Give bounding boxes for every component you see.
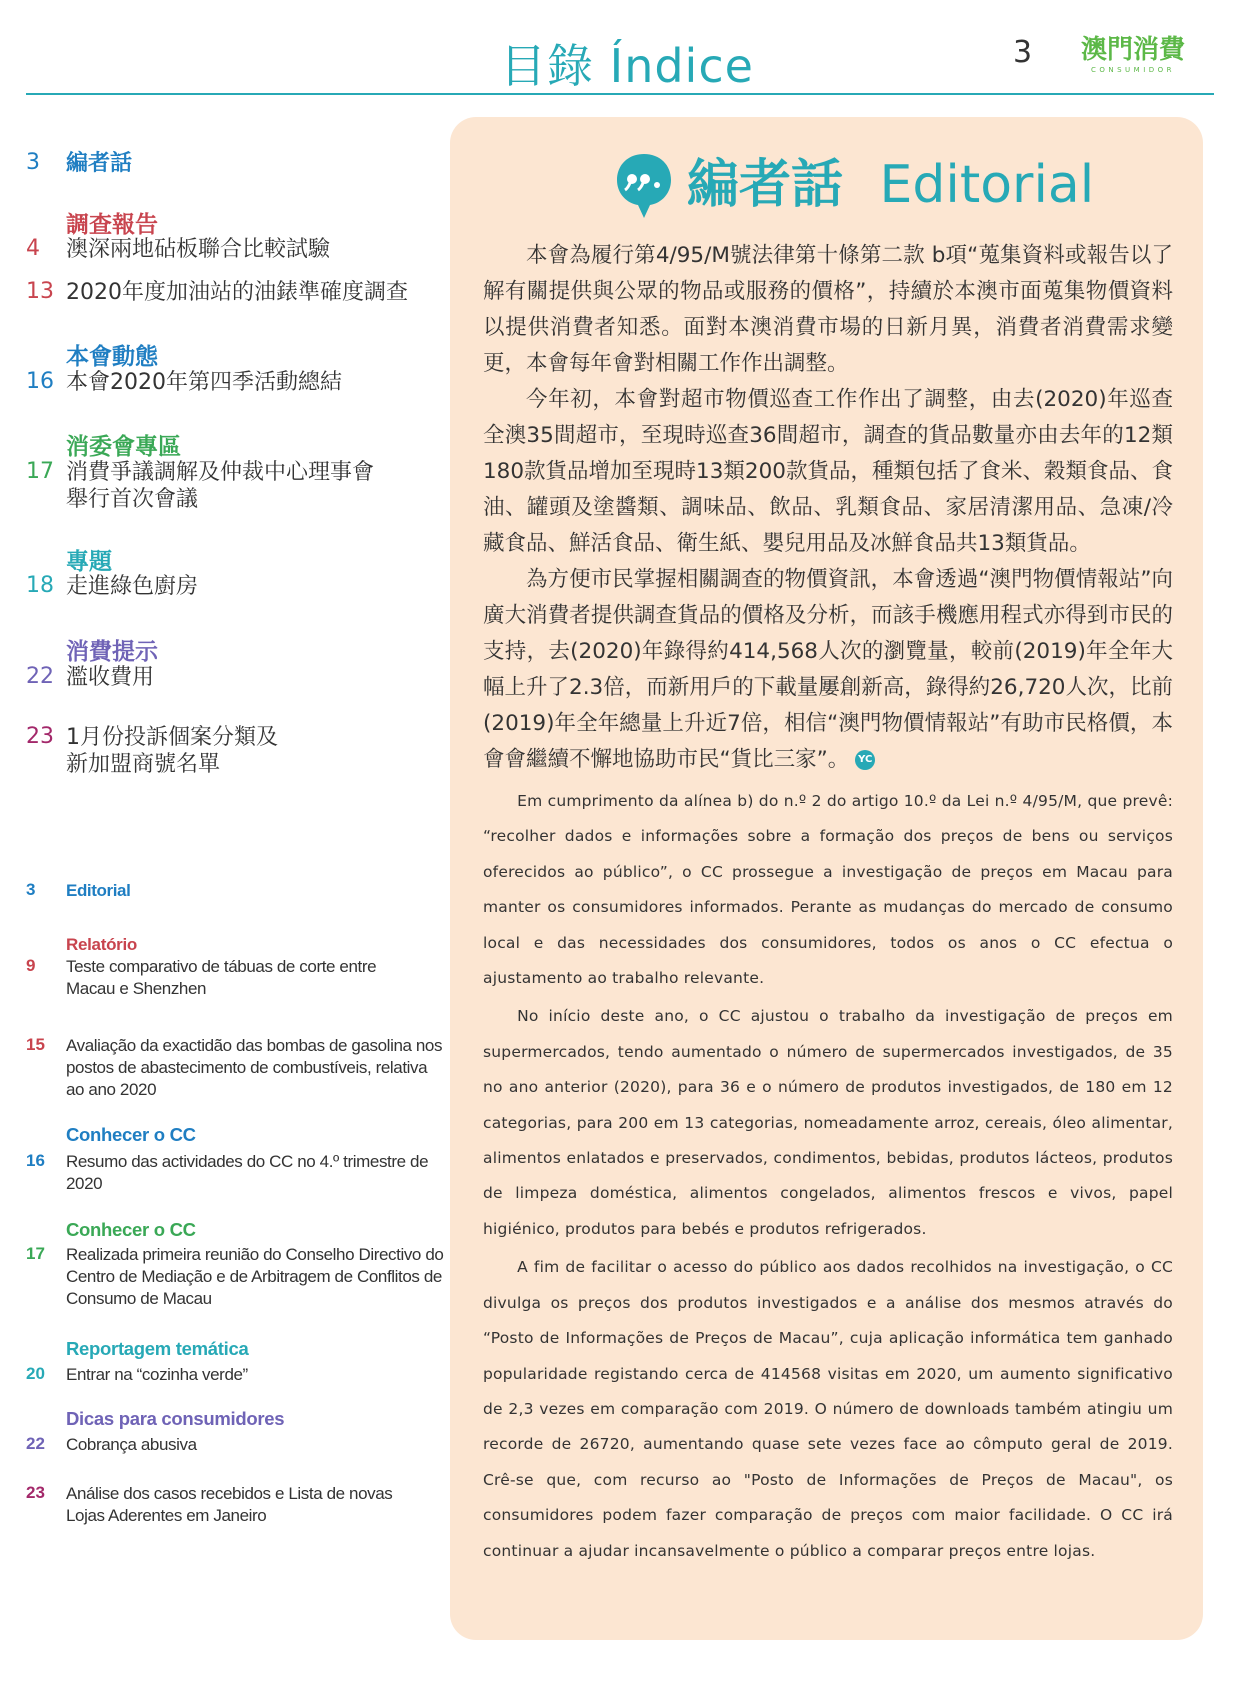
toc-page-number: 3: [26, 880, 36, 899]
toc-page-number: 16: [26, 369, 54, 394]
brand-subtitle: CONSUMIDOR: [1090, 66, 1176, 74]
speech-bubble-icon: [615, 152, 673, 220]
toc-page-number: 17: [26, 459, 54, 484]
toc-section-heading: Relatório: [66, 935, 137, 954]
toc-page-number: 18: [26, 573, 54, 598]
editorial-paragraph-pt: Em cumprimento da alínea b) do n.º 2 do artigo 10.º da Lei n.º 4/95/M, que prevê: “recolher dados e informações sobre a formação dos preços de bens ou serviços oferecidos ao público”, o CC prossegue a investigação de preços em Macau para manter os consumidores informados. Perante as mudanças do mercado de consumo local e das necessidades dos consumidores, todos os anos o CC efectua o ajustamento ao trabalho relevante.: [483, 792, 1173, 988]
toc-section-heading: Conhecer o CC: [66, 1124, 196, 1145]
toc-item-title: 濫收費用: [66, 665, 155, 690]
toc-item-title: Entrar na “cozinha verde”: [66, 1365, 248, 1384]
toc-page-number: 20: [26, 1364, 45, 1383]
editorial-paragraph-zh: 今年初，本會對超市物價巡查工作作出了調整，由去(2020)年巡查全澳35間超市，至現時巡查36間超市，調查的貨品數量亦由去年的12類180款貨品增加至現時13類200款貨品，種類包括了食米、穀類食品、食油、罐頭及塗醬類、調味品、飲品、乳類食品、家居清潔用品、急凍/冷藏食品、鮮活食品、衛生紙、嬰兒用品及冰鮮食品共13類貨品。: [483, 387, 1173, 556]
page-title: 目錄 Índice: [500, 39, 754, 93]
toc-item-title: Cobrança abusiva: [66, 1435, 197, 1454]
brand-logo: [1073, 36, 1193, 74]
editorial-paragraph-zh-text: 為方便市民掌握相關調查的物價資訊，本會透過“澳門物價情報站”向廣大消費者提供調查貨品的價格及分析，而該手機應用程式亦得到市民的支持，去(2020)年錄得約414,568人次的瀏覽量，較前(2019)年全年大幅上升了2.3倍，而新用戶的下載量屢創新高，錄得約26,720人次，比前(2019)年全年總量上升近7倍，相信“澳門物價情報站”有助市民格價，本會會繼續不懈地協助市民“貨比三家”。: [483, 567, 1173, 772]
toc-item-title: Resumo das actividades do CC no 4.º trimestre de 2020: [66, 1152, 429, 1193]
toc-item-title: Análise dos casos recebidos e Lista de novas Lojas Aderentes em Janeiro: [66, 1484, 393, 1525]
toc-page-number: 16: [26, 1151, 45, 1170]
toc-section-heading: 專題: [66, 549, 112, 575]
toc-page-number: 9: [26, 956, 36, 975]
toc-item-title: 消費爭議調解及仲裁中心理事會舉行首次會議: [66, 460, 375, 512]
toc-page-number: 3: [26, 150, 40, 175]
toc-section-heading: 調查報告: [66, 212, 158, 238]
toc-page-number: 22: [26, 1434, 45, 1453]
toc-item-title: 走進綠色廚房: [66, 574, 199, 599]
toc-section-heading: Dicas para consumidores: [66, 1408, 285, 1429]
yc-signature-icon: YC: [855, 750, 875, 770]
editorial-title: [687, 150, 1094, 220]
toc-page-number: 23: [26, 1483, 45, 1502]
toc-item-title: Editorial: [66, 881, 131, 900]
toc-item-title: 2020年度加油站的油錶準確度調查: [66, 280, 408, 305]
page-number: 3: [1013, 35, 1033, 70]
editorial-title-en: Editorial: [879, 155, 1095, 215]
toc-page-number: 13: [26, 279, 54, 304]
toc-section-heading: 消委會專區: [66, 434, 181, 460]
toc-item-title: 1月份投訴個案分類及新加盟商號名單: [66, 725, 278, 777]
toc-section-heading: 本會動態: [66, 344, 158, 370]
editorial-body: [483, 238, 1173, 1572]
editorial-paragraph-pt: No início deste ano, o CC ajustou o trabalho da investigação de preços em supermercados, tendo aumentado o número de supermercados investigados, de 35 no ano anterior (2020), para 36 e o número de produtos investigados, de 180 em 12 categorias, para 200 em 13 categorias, nomeadamente arroz, cereais, óleo alimentar, alimentos enlatados e preservados, condimentos, bebidas, produtos lácteos, produtos de limpeza doméstica, alimentos congelados, alimentos frescos e vivos, papel higiénico, produtos para bebés e produtos refrigerados.: [483, 1007, 1173, 1238]
editorial-portuguese: [483, 784, 1173, 1569]
toc-page-number: 15: [26, 1035, 45, 1054]
toc-item-title: Teste comparativo de tábuas de corte entre Macau e Shenzhen: [66, 957, 377, 998]
toc-item-title: Avaliação da exactidão das bombas de gasolina nos postos de abastecimento de combustíveis, relativa ao ano 2020: [66, 1036, 443, 1099]
editorial-paragraph-zh: 本會為履行第4/95/M號法律第十條第二款 b項“蒐集資料或報告以了解有關提供與公眾的物品或服務的價格”，持續於本澳市面蒐集物價資料以提供消費者知悉。面對本澳消費市場的日新月異，消費者消費需求變更，本會每年會對相關工作作出調整。: [483, 243, 1173, 376]
toc-item-title: 澳深兩地砧板聯合比較試驗: [66, 237, 331, 262]
brand-name: 澳門消費: [1080, 35, 1185, 65]
toc-page-number: 4: [26, 236, 40, 261]
toc-section-heading: Reportagem temática: [66, 1338, 249, 1359]
toc-item-title: 編者話: [66, 151, 133, 176]
toc-item-title: Realizada primeira reunião do Conselho Directivo do Centro de Mediação e de Arbitragem de Conflitos de Consumo de Macau: [66, 1245, 444, 1308]
toc-page-number: 23: [26, 724, 54, 749]
toc-page-number: 17: [26, 1244, 45, 1263]
toc-page-number: 22: [26, 664, 54, 689]
toc-section-heading: 消費提示: [66, 639, 158, 665]
header-divider: [26, 93, 1214, 95]
editorial-title-zh: 編者話: [687, 155, 844, 215]
toc-item-title: 本會2020年第四季活動總結: [66, 370, 342, 395]
editorial-paragraph-pt: A fim de facilitar o acesso do público aos dados recolhidos na investigação, o CC divulga os preços dos produtos investigados e a análise dos mesmos através do “Posto de Informações de Preços de Macau”, cuja aplicação informática tem ganhado popularidade registando cerca de 414568 visitas em 2020, um aumento significativo de 2,3 vezes em comparação com 2019. O número de downloads também atingiu um recorde de 26720, aumentando quase sete vezes face ao cômputo geral de 2019. Crê-se que, com recurso ao "Posto de Informações de Preços de Macau", os consumidores podem fazer comparação de preços com maior facilidade. O CC irá continuar a ajudar incansavelmente o público a comparar preços entre lojas.: [483, 1258, 1173, 1560]
toc-section-heading: Conhecer o CC: [66, 1219, 196, 1240]
editorial-paragraph-zh: [483, 562, 1173, 778]
